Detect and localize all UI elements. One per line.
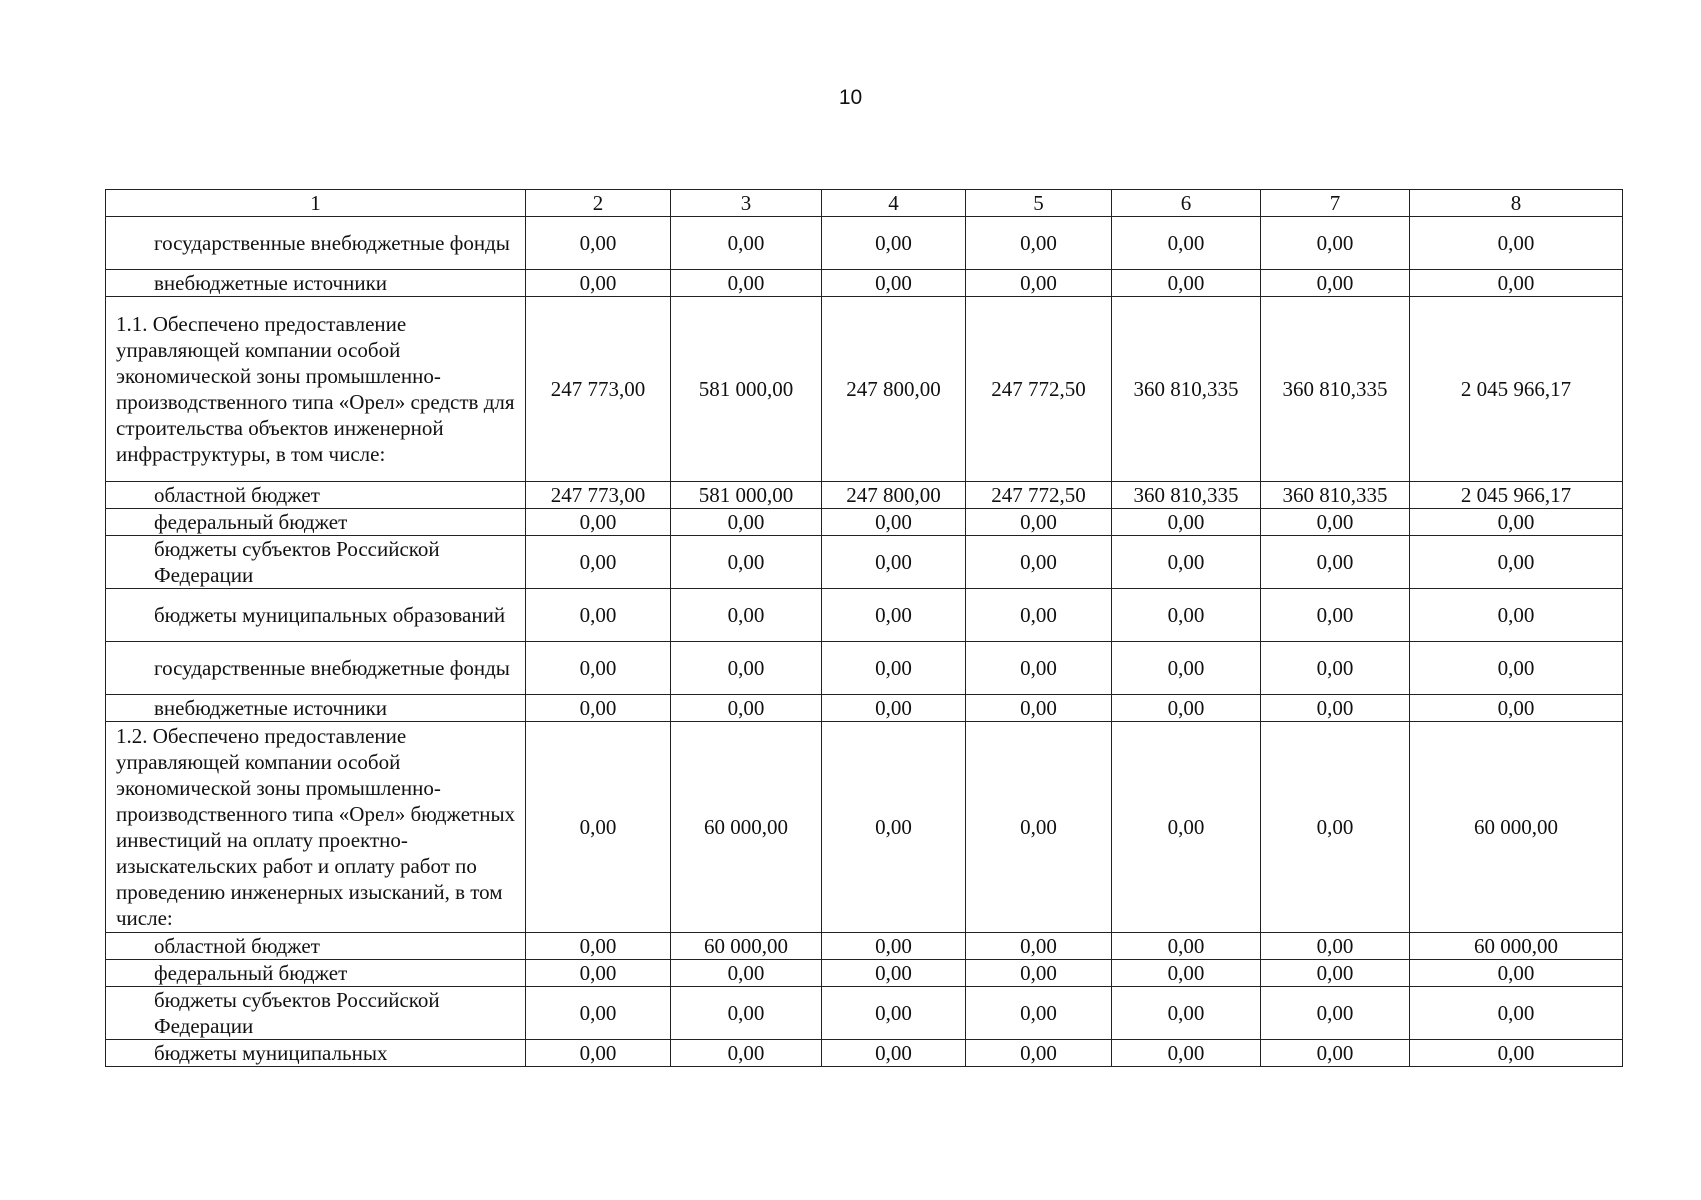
table-header-row (106, 190, 1623, 217)
table-cell: 0,00 (671, 642, 822, 695)
table-cell: 0,00 (1261, 1040, 1410, 1067)
column-header: 4 (822, 190, 966, 217)
table-cell: 0,00 (671, 695, 822, 722)
row-label: областной бюджет (106, 482, 526, 509)
table-cell: 60 000,00 (671, 722, 822, 933)
table-cell: 0,00 (526, 509, 671, 536)
table-cell: 0,00 (1261, 509, 1410, 536)
table-cell: 0,00 (526, 695, 671, 722)
row-label: бюджеты муниципальных (106, 1040, 526, 1067)
row-label: внебюджетные источники (106, 695, 526, 722)
table-cell: 0,00 (671, 217, 822, 270)
table-cell: 0,00 (822, 642, 966, 695)
table-cell: 0,00 (1112, 960, 1261, 987)
table-cell: 0,00 (966, 695, 1112, 722)
row-label: бюджеты муниципальных образований (106, 589, 526, 642)
table-cell: 0,00 (966, 217, 1112, 270)
table-cell: 0,00 (671, 509, 822, 536)
table-cell: 247 773,00 (526, 482, 671, 509)
table-cell: 0,00 (1261, 536, 1410, 589)
table-cell: 0,00 (526, 589, 671, 642)
page-number: 10 (838, 86, 863, 109)
table-row (106, 695, 1623, 722)
table-cell: 0,00 (1261, 270, 1410, 297)
table-cell: 0,00 (822, 217, 966, 270)
table-cell: 0,00 (822, 987, 966, 1040)
table-cell: 0,00 (822, 933, 966, 960)
table-cell: 360 810,335 (1112, 297, 1261, 482)
row-label: государственные внебюджетные фонды (106, 217, 526, 270)
table-row (106, 217, 1623, 270)
table-cell: 60 000,00 (1410, 933, 1623, 960)
table-cell: 0,00 (966, 589, 1112, 642)
table-cell: 0,00 (1112, 536, 1261, 589)
table-cell: 0,00 (671, 960, 822, 987)
column-header: 2 (526, 190, 671, 217)
table-cell: 0,00 (822, 509, 966, 536)
table-cell: 0,00 (671, 987, 822, 1040)
row-label: федеральный бюджет (106, 960, 526, 987)
column-header: 6 (1112, 190, 1261, 217)
table-cell: 0,00 (526, 1040, 671, 1067)
table-cell: 0,00 (671, 270, 822, 297)
table-row (106, 933, 1623, 960)
table-cell: 247 772,50 (966, 297, 1112, 482)
table-cell: 60 000,00 (671, 933, 822, 960)
table-cell: 0,00 (671, 1040, 822, 1067)
table-cell: 2 045 966,17 (1410, 482, 1623, 509)
table-cell: 0,00 (822, 1040, 966, 1067)
table-cell: 0,00 (1112, 987, 1261, 1040)
table-cell: 0,00 (1112, 589, 1261, 642)
table-cell: 0,00 (822, 270, 966, 297)
table-cell: 0,00 (1261, 960, 1410, 987)
table-cell: 0,00 (1410, 217, 1623, 270)
table-row (106, 960, 1623, 987)
table-cell: 0,00 (526, 933, 671, 960)
table-cell: 0,00 (1112, 217, 1261, 270)
table-cell: 0,00 (822, 589, 966, 642)
table-cell: 0,00 (526, 642, 671, 695)
table-cell: 0,00 (526, 217, 671, 270)
table-cell: 0,00 (966, 722, 1112, 933)
table-cell: 0,00 (1112, 933, 1261, 960)
table-cell: 0,00 (671, 589, 822, 642)
row-label: областной бюджет (106, 933, 526, 960)
table-cell: 0,00 (1261, 933, 1410, 960)
table-cell: 247 800,00 (822, 297, 966, 482)
table-row (106, 722, 1623, 933)
table-cell: 0,00 (966, 642, 1112, 695)
table-cell: 360 810,335 (1112, 482, 1261, 509)
table-cell: 0,00 (526, 960, 671, 987)
table-cell: 0,00 (1410, 695, 1623, 722)
table-cell: 0,00 (1410, 536, 1623, 589)
table-cell: 0,00 (822, 722, 966, 933)
table-cell: 247 772,50 (966, 482, 1112, 509)
table-cell: 0,00 (526, 987, 671, 1040)
table-cell: 0,00 (966, 960, 1112, 987)
table-row (106, 642, 1623, 695)
table-row (106, 482, 1623, 509)
column-header: 1 (106, 190, 526, 217)
table-cell: 0,00 (1410, 589, 1623, 642)
table-cell: 0,00 (1410, 987, 1623, 1040)
table-cell: 0,00 (1410, 960, 1623, 987)
table-cell: 2 045 966,17 (1410, 297, 1623, 482)
table-cell: 0,00 (822, 960, 966, 987)
row-label: внебюджетные источники (106, 270, 526, 297)
row-label: бюджеты субъектов Российской Федерации (106, 536, 526, 589)
budget-table (105, 189, 1623, 1067)
table-cell: 0,00 (966, 933, 1112, 960)
row-label: 1.1. Обеспечено предоставление управляющей компании особой экономической зоны промышленно-производственного типа «Орел» средств для строительства объектов инженерной инфраструктуры, в том числе: (106, 297, 526, 482)
table-row (106, 509, 1623, 536)
table-cell: 0,00 (1410, 509, 1623, 536)
table-cell: 0,00 (822, 536, 966, 589)
table-cell: 581 000,00 (671, 482, 822, 509)
table-row (106, 1040, 1623, 1067)
table-cell: 0,00 (966, 536, 1112, 589)
column-header: 8 (1410, 190, 1623, 217)
table-row (106, 270, 1623, 297)
table-cell: 0,00 (822, 695, 966, 722)
row-label: государственные внебюджетные фонды (106, 642, 526, 695)
table-cell: 0,00 (1112, 642, 1261, 695)
table-cell: 360 810,335 (1261, 482, 1410, 509)
table-cell: 60 000,00 (1410, 722, 1623, 933)
table-cell: 0,00 (671, 536, 822, 589)
table-cell: 0,00 (966, 270, 1112, 297)
table-cell: 0,00 (1410, 642, 1623, 695)
table-cell: 0,00 (1261, 217, 1410, 270)
table-cell: 0,00 (1112, 270, 1261, 297)
row-label: бюджеты субъектов Российской Федерации (106, 987, 526, 1040)
table-cell: 0,00 (1261, 589, 1410, 642)
column-header: 7 (1261, 190, 1410, 217)
table-cell: 0,00 (1261, 642, 1410, 695)
table-cell: 247 773,00 (526, 297, 671, 482)
table-cell: 0,00 (1112, 695, 1261, 722)
table-cell: 0,00 (1112, 722, 1261, 933)
table-cell: 581 000,00 (671, 297, 822, 482)
table-cell: 0,00 (966, 1040, 1112, 1067)
table-cell: 360 810,335 (1261, 297, 1410, 482)
table-row (106, 297, 1623, 482)
column-header: 5 (966, 190, 1112, 217)
table-cell: 0,00 (966, 509, 1112, 536)
table-cell: 0,00 (1410, 1040, 1623, 1067)
table-cell: 0,00 (1410, 270, 1623, 297)
row-label: федеральный бюджет (106, 509, 526, 536)
table-cell: 0,00 (966, 987, 1112, 1040)
table-row (106, 589, 1623, 642)
table-cell: 0,00 (526, 270, 671, 297)
table-row (106, 536, 1623, 589)
table-row (106, 987, 1623, 1040)
table-cell: 0,00 (1112, 1040, 1261, 1067)
table-cell: 0,00 (1112, 509, 1261, 536)
column-header: 3 (671, 190, 822, 217)
table-cell: 247 800,00 (822, 482, 966, 509)
table-cell: 0,00 (1261, 987, 1410, 1040)
row-label: 1.2. Обеспечено предоставление управляющей компании особой экономической зоны промышленно-производственного типа «Орел» бюджетных инвестиций на оплату проектно-изыскательских работ и оплату работ по проведению инженерных изысканий, в том числе: (106, 722, 526, 933)
table-cell: 0,00 (1261, 722, 1410, 933)
table-cell: 0,00 (1261, 695, 1410, 722)
table-cell: 0,00 (526, 536, 671, 589)
table-cell: 0,00 (526, 722, 671, 933)
